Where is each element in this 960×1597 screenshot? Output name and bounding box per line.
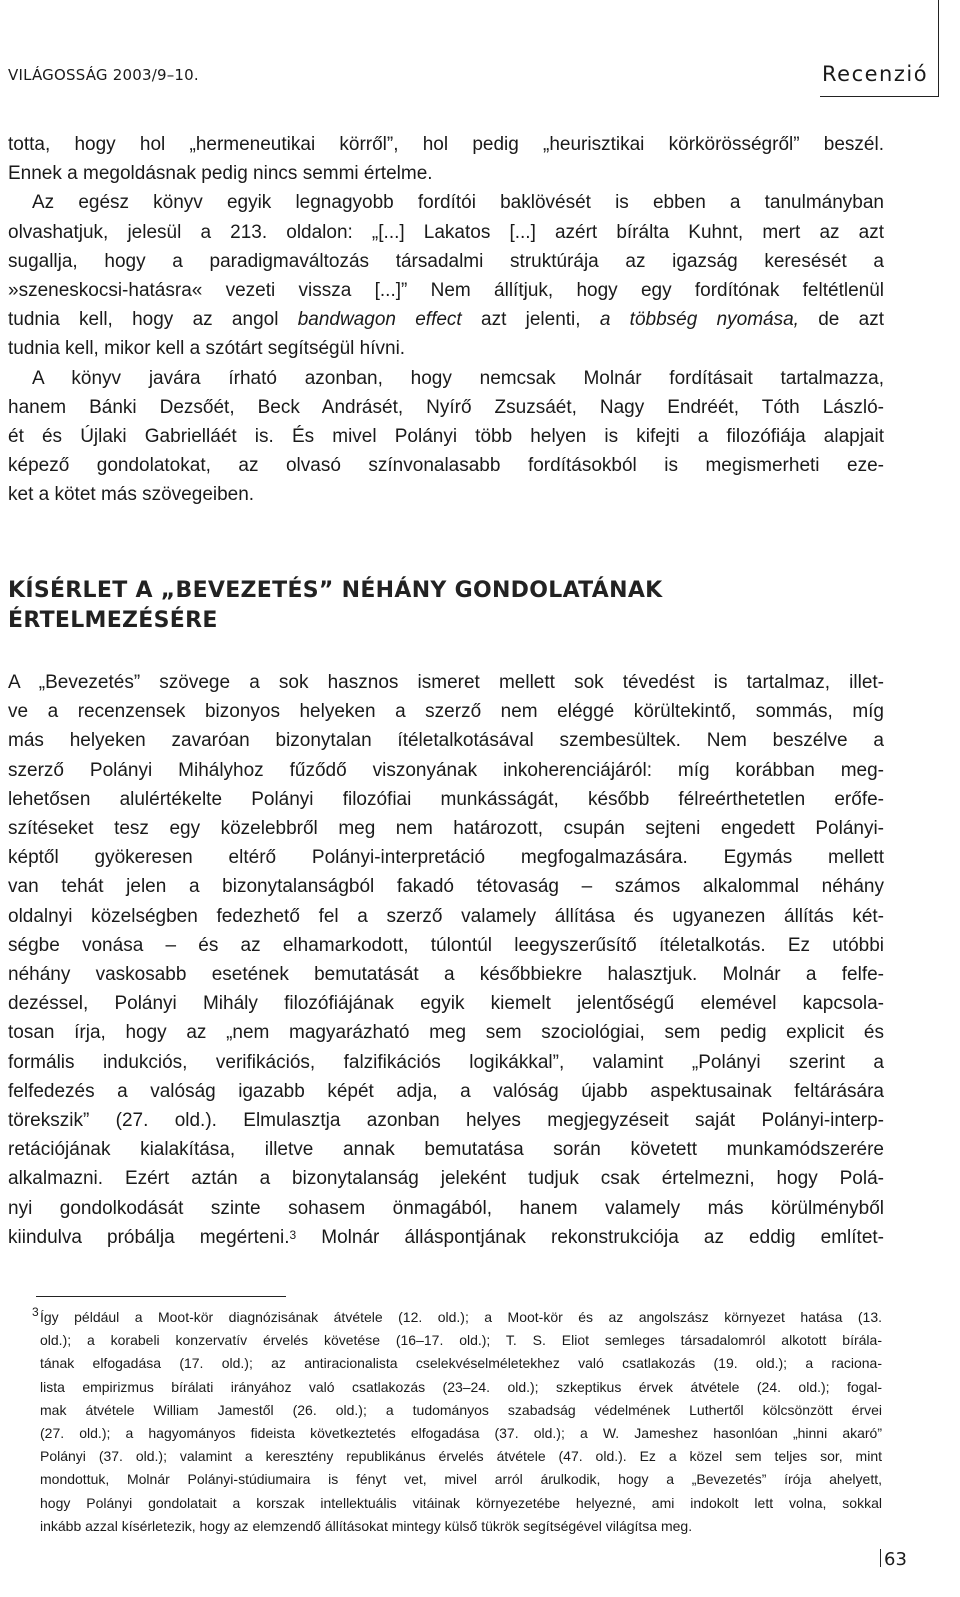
page-number-bar: [880, 1549, 881, 1567]
italic-term: bandwagon effect: [297, 309, 462, 331]
section-line: oldalnyi közelségben fedezhető fel a szerző valamely állítása és ugyanezen állítás két-: [8, 905, 884, 927]
section-line: szítéseket tesz egy közelebbről meg nem határozott, csupán sejteni engedett Polányi-: [8, 818, 884, 840]
footnote-line: hogy Polányi gondolatait a korszak intellektuális vitáinak környezetébe helyezné, ami indokolt lett volna, sokkal: [40, 1494, 882, 1511]
section-line: formális indukciós, verifikációs, falzifikációs logikákkal”, valamint „Polányi szerint a: [8, 1051, 884, 1073]
footnote-line: Polányi (37. old.); valamint a keresztény republikánus érvelés átvétele (47. old.). Ez a közel sem teljes sor, mint: [40, 1448, 882, 1465]
section-line: tosan írja, hogy az „nem magyarázható meg sem szociológiai, sem pedig explicit és: [8, 1022, 884, 1044]
section-line: retációjának kialakítása, illetve annak bemutatása során követett munkamódszerére: [8, 1139, 884, 1161]
body-line: ket a kötet más szövegeiben.: [8, 484, 255, 506]
section-line: dezéssel, Polányi Mihály filozófiájának egyik kiemelt jelentőségű elemével kapcsola-: [8, 993, 884, 1015]
footnote-marker: 3: [32, 1305, 39, 1319]
page-number-value: 63: [884, 1549, 907, 1570]
body-line: Ennek a megoldásnak pedig nincs semmi értelme.: [8, 163, 433, 185]
body-line: ét és Újlaki Gabrielláét is. És mivel Polányi több helyen is kifejti a filozófiája alapjait: [8, 426, 884, 448]
footnote-line: mak átvétele William Jamestől (26. old.); a tudományos szabadság védelmének Luthertől kölcsönzött érvei: [40, 1401, 882, 1418]
section-line: képtől gyökeresen eltérő Polányi-interpretáció megfogalmazására. Egymás mellett: [8, 847, 884, 869]
body-text-segment: de azt: [798, 309, 884, 331]
section-line: törekszik” (27. old.). Elmulasztja azonban helyes megjegyzéseit saját Polányi-interp-: [8, 1110, 884, 1132]
journal-reference: VILÁGOSSÁG 2003/9–10.: [8, 66, 199, 84]
footnote-line: lista empirizmus bírálati irányához való csatlakozás (23–24. old.); szkeptikus érvek átvétele (24. old.); fogal-: [40, 1378, 882, 1395]
section-heading: [8, 576, 908, 636]
body-line: tudnia kell, mikor kell a szótárt segítségül hívni.: [8, 338, 406, 360]
body-text: [8, 130, 884, 510]
section-line: A „Bevezetés” szövege a sok hasznos ismeret mellett sok tévedést is tartalmaz, illet-: [8, 672, 884, 693]
body-line: sugallja, hogy a paradigmaváltozás társadalmi struktúrája az igazság keresését a: [8, 250, 884, 272]
page-header: [0, 0, 960, 100]
body-text-segment: azt jelenti,: [461, 309, 600, 331]
body-line: Az egész könyv egyik legnagyobb fordítói baklövését is ebben a tanulmányban: [32, 192, 884, 214]
footnote-rule: [36, 1296, 286, 1297]
section-text-segment: Molnár álláspontjának rekonstrukciója az eddig említet-: [296, 1226, 884, 1248]
page-number: [880, 1549, 907, 1570]
footnote-line: inkább azzal kísérletezik, hogy az elemzendő állításokat mintegy külső tükrök segítségével világítsa meg.: [40, 1517, 693, 1534]
section-line: van tehát jelen a bizonytalanságból fakadó tétovaság – számos alkalommal néhány: [8, 876, 884, 898]
footnote-line: mondottuk, Molnár Polányi-stúdiumaira is fényt vet, mivel arról árulkodik, hogy a „Bevezetés” írója ahelyett,: [40, 1471, 882, 1488]
section-line: alkalmazni. Ezért aztán a bizonytalanság jeleként tudjuk csak értelmezni, hogy Polá-: [8, 1168, 884, 1190]
body-line: hanem Bánki Dezsőét, Beck Andrásét, Nyírő Zsuzsáét, Nagy Endréét, Tóth László-: [8, 396, 884, 418]
section-label: Recenzió: [822, 62, 929, 86]
header-vertical-rule: [938, 0, 939, 97]
header-rule: [820, 96, 938, 97]
footnote-line: Így például a Moot-kör diagnózisának átvétele (12. old.); a Moot-kör és az angolszász környezet hatása (13.: [40, 1309, 882, 1325]
footnote-reference[interactable]: 3: [289, 1227, 297, 1242]
section-line: szerző Polányi Mihályhoz fűződő viszonyának inkoherenciájáról: míg korábban meg-: [8, 759, 884, 781]
footnote: [32, 1305, 882, 1538]
section-line-mixed: [8, 1223, 884, 1252]
italic-term: a többség nyomása,: [599, 309, 799, 331]
section-line: néhány vaskosabb esetének bemutatását a későbbiekre halasztjuk. Molnár a felfe-: [8, 964, 884, 986]
body-line: »szeneskocsi-hatásra« vezeti vissza [...]” Nem állítjuk, hogy egy fordítónak feltétlenül: [8, 280, 884, 302]
section-heading-line: KÍSÉRLET A „BEVEZETÉS” NÉHÁNY GONDOLATÁNAK: [8, 578, 663, 603]
section-line: ve a recenzensek bizonyos helyeken a szerző nem eléggé körültekintő, sommás, míg: [8, 701, 884, 723]
body-line: A könyv javára írható azonban, hogy nemcsak Molnár fordításait tartalmazza,: [32, 367, 884, 389]
section-line: más helyeken zavaróan bizonytalan ítéletalkotásával szembesültek. Nem beszélve a: [8, 730, 884, 752]
body-line-mixed: [8, 305, 884, 334]
body-text-segment: tudnia kell, hogy az angol: [8, 309, 298, 331]
section-body: [8, 668, 884, 1252]
section-line: felfedezés a valóság igazabb képét adja, a valóság újabb aspektusainak feltárására: [8, 1080, 884, 1102]
footnote-line: tának elfogadása (17. old.); az antiracionalista cselekvéselméletekhez való csatlakozás (19. old.); a raciona-: [40, 1355, 882, 1372]
section-line: nyi gondolkodását szinte sohasem önmagából, hanem valamely más körülményből: [8, 1197, 884, 1219]
footnote-line: (27. old.); a hagyományos fideista következtetés elfogadása (37. old.); a W. Jameshez hasonlóan „hinni akaró”: [40, 1425, 882, 1442]
section-line: ségbe vonása – és az elhamarkodott, túlontúl leegyszerűsítő ítéletalkotás. Ez utóbbi: [8, 934, 884, 956]
footnote-line: old.); a korabeli konzervatív érvelés követése (16–17. old.); T. S. Eliot semleges társadalomról alkotott bírála-: [40, 1332, 882, 1349]
section-line: lehetősen alulértékelte Polányi filozófiai munkásságát, később félreérthetetlen erőfe-: [8, 788, 884, 810]
body-line: olvashatjuk, jelesül a 213. oldalon: „[...] Lakatos [...] azért bírálta Kuhnt, mert az azt: [8, 221, 884, 243]
section-text-segment: kiindulva próbálja megérteni.: [8, 1226, 290, 1248]
section-heading-line: ÉRTELMEZÉSÉRE: [8, 608, 218, 633]
body-line: képező gondolatokat, az olvasó színvonalasabb fordításokból is megismerheti eze-: [8, 455, 884, 477]
body-line: totta, hogy hol „hermeneutikai körről”, hol pedig „heurisztikai körkörösségről” beszél.: [8, 134, 884, 155]
